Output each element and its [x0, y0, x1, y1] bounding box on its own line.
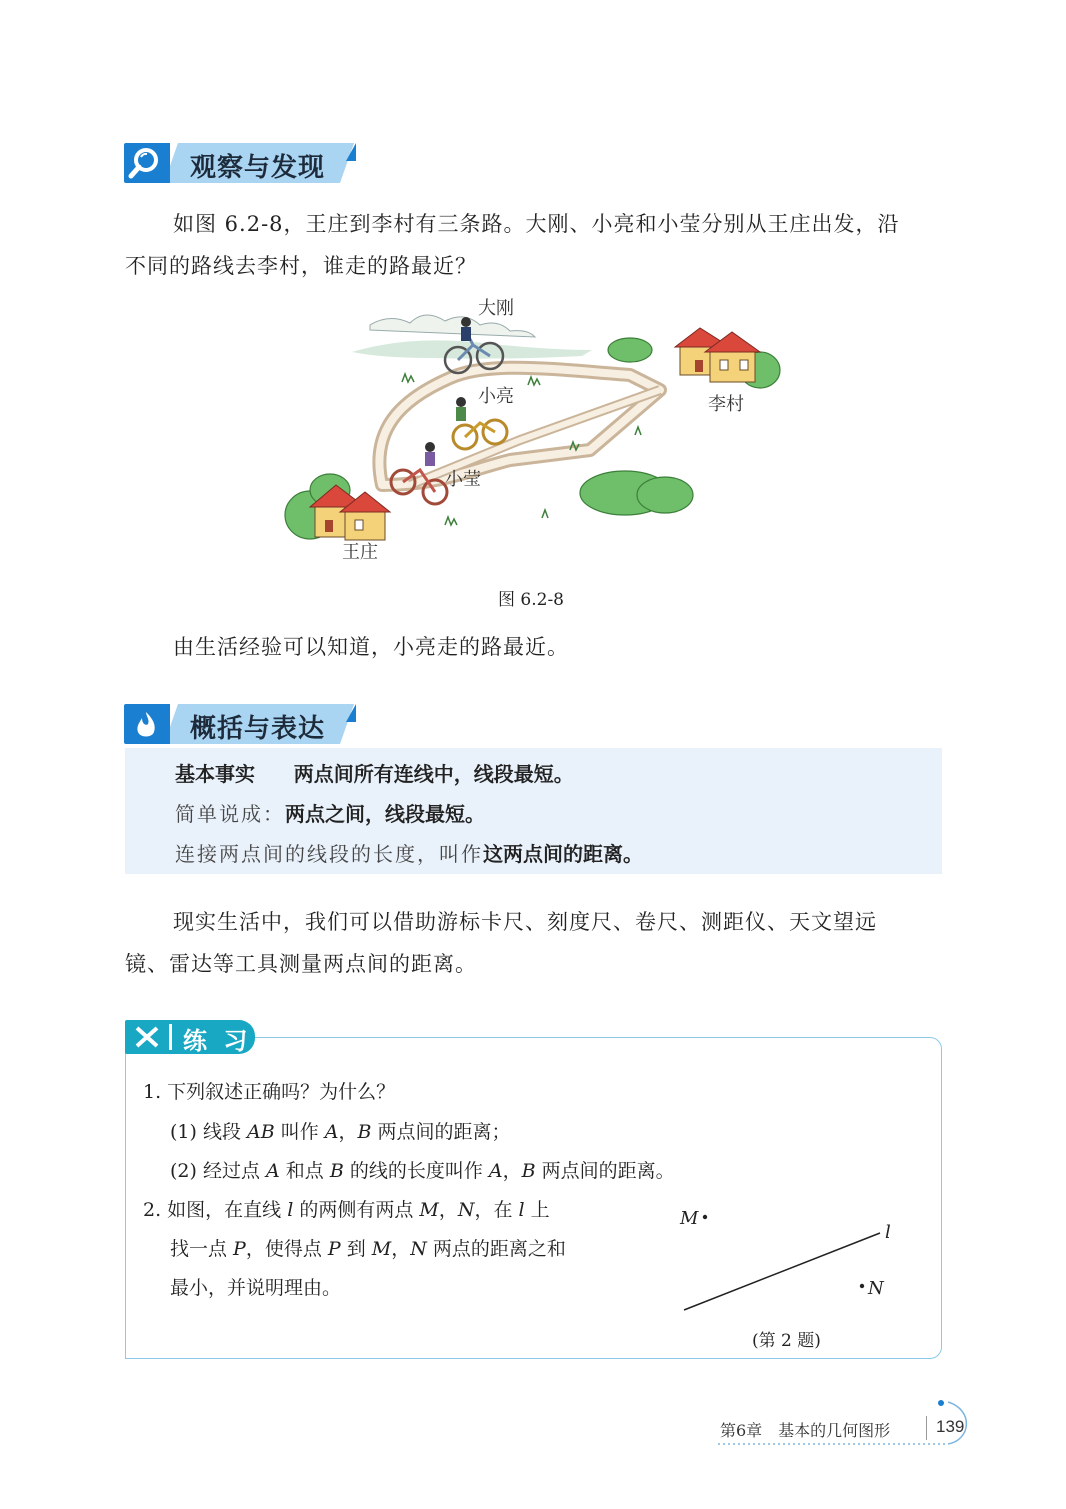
line-l — [684, 1233, 880, 1310]
label-wangzhuang: 王庄 — [342, 542, 378, 562]
label-l: l — [885, 1222, 891, 1243]
figure-caption: 图 6.2-8 — [498, 590, 564, 610]
distance-text: 这两点间的距离。 — [483, 842, 643, 866]
intro-paragraph: 如图 6.2-8，王庄到李村有三条路。大刚、小亮和小莹分别从王庄出发，沿 不同的路线去李村，谁走的路最近？ — [125, 212, 900, 278]
simple-prefix: 简单说成： — [175, 802, 285, 826]
chapter-title: 第6章 基本的几何图形 — [720, 1421, 891, 1440]
licun-houses — [675, 328, 760, 382]
label-licun: 李村 — [708, 394, 744, 414]
section-title: 概括与表达 — [190, 714, 326, 744]
tools-paragraph: 现实生活中，我们可以借助游标卡尺、刻度尺、卷尺、测距仪、天文望远 镜、雷达等工具测量两点间的距离。 — [125, 910, 877, 976]
section-header-observe — [124, 143, 364, 185]
label-xiaoying: 小莹 — [445, 469, 481, 489]
exercise-title: 练 习 — [183, 1027, 252, 1055]
section-title: 观察与发现 — [190, 153, 326, 183]
magnifier-icon — [124, 143, 170, 183]
question-2-line1: 2. 如图，在直线 l 的两侧有两点 M，N，在 l 上 — [143, 1199, 550, 1221]
label-xiaoliang: 小亮 — [478, 386, 514, 406]
question-2-line3: 最小，并说明理由。 — [170, 1277, 342, 1299]
fact-text: 两点间所有连线中，线段最短。 — [293, 762, 574, 786]
question-1-2: (2) 经过点 A 和点 B 的线的长度叫作 A，B 两点间的距离。 — [170, 1160, 675, 1182]
page-corner-decoration — [716, 1398, 978, 1450]
page-number: 139 — [936, 1417, 965, 1436]
label-dagang: 大刚 — [478, 298, 514, 318]
distance-prefix: 连接两点间的线段的长度，叫作 — [175, 842, 483, 866]
question-1: 1. 下列叙述正确吗？为什么？ — [143, 1081, 396, 1103]
basic-fact-box — [125, 748, 942, 874]
question-1-1: (1) 线段 AB 叫作 A，B 两点间的距离； — [170, 1121, 511, 1143]
label-m: M — [680, 1208, 699, 1229]
pencil-ruler-icon — [133, 1024, 163, 1050]
flame-icon — [124, 704, 170, 744]
line-diagram — [670, 1200, 910, 1320]
fact-label: 基本事实 — [175, 762, 255, 786]
simple-text: 两点之间，线段最短。 — [285, 802, 485, 826]
point-n — [860, 1284, 864, 1288]
question-2-line2: 找一点 P，使得点 P 到 M，N 两点的距离之和 — [170, 1238, 566, 1260]
exercise-tab — [125, 1020, 255, 1054]
conclusion-paragraph: 由生活经验可以知道，小亮走的路最近。 — [173, 635, 569, 659]
label-n: N — [868, 1278, 884, 1299]
route-illustration — [270, 290, 800, 580]
diagram-caption: (第 2 题) — [752, 1331, 821, 1351]
section-header-summary — [124, 704, 364, 746]
point-m — [703, 1215, 707, 1219]
